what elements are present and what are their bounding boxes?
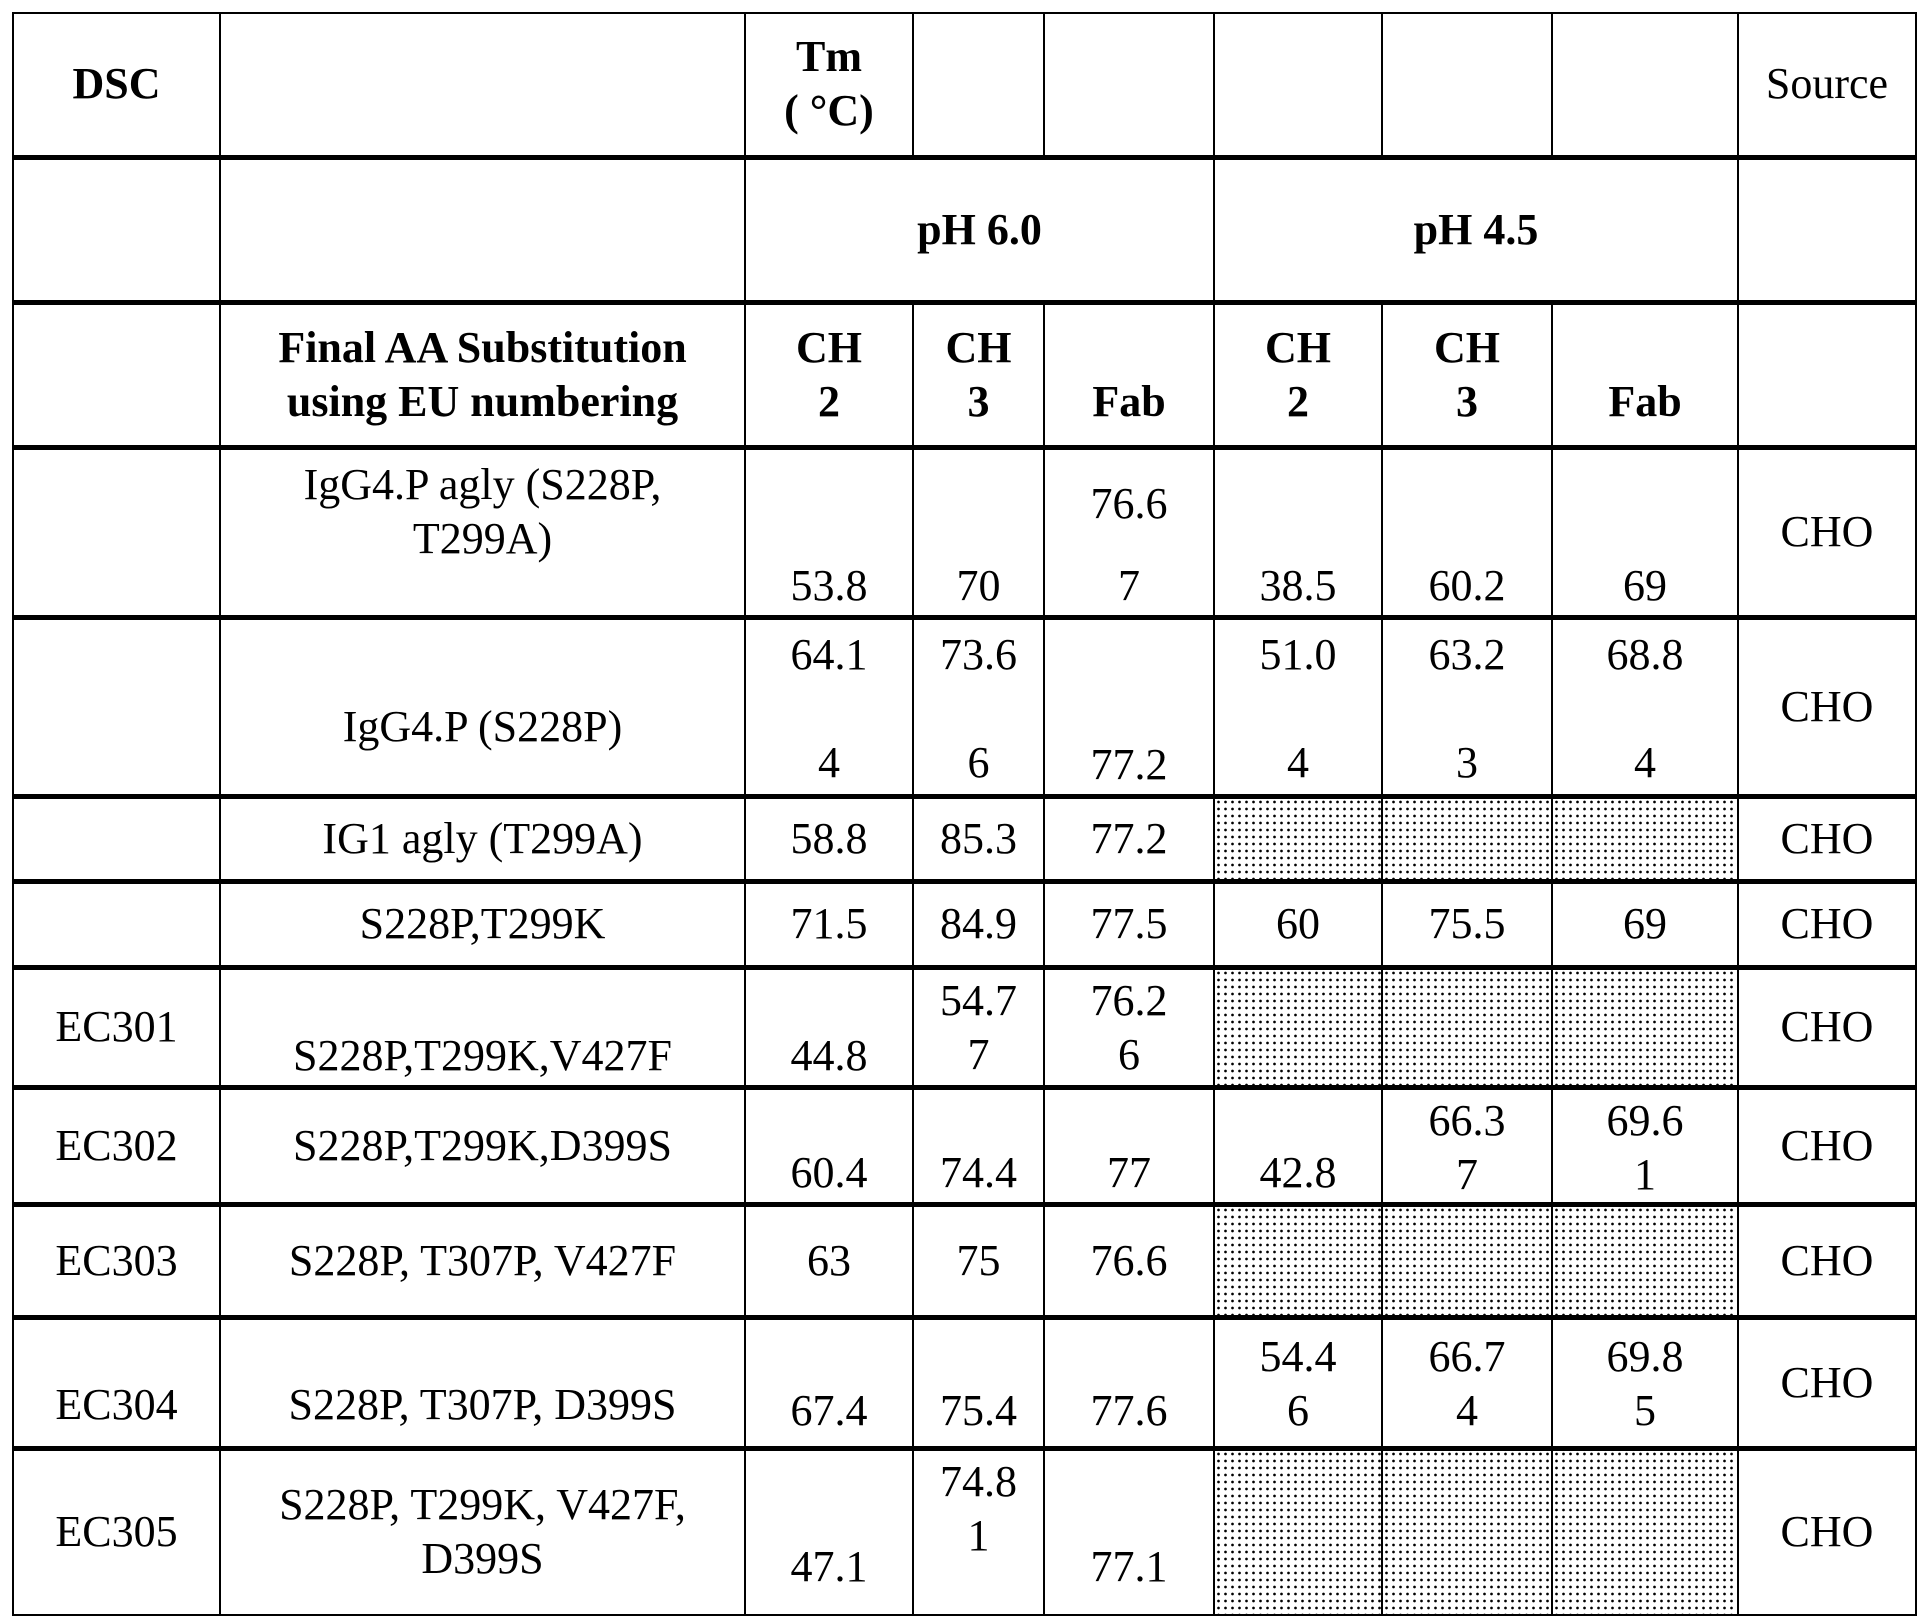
header-empty — [1382, 13, 1552, 157]
shaded-na-cell — [1552, 796, 1738, 881]
table-row — [13, 967, 1916, 1087]
text: 5 — [1634, 1385, 1656, 1435]
text: 76.6 — [1090, 478, 1168, 528]
source-cell: CHO — [1738, 881, 1916, 967]
dsc-cell — [13, 447, 220, 617]
ph45-ch3-cell — [1382, 1087, 1552, 1204]
header-ch2-ph60 — [745, 302, 913, 447]
header-empty — [1552, 13, 1738, 157]
header-source: Source — [1738, 13, 1916, 157]
text: T299A) — [412, 513, 553, 563]
header-empty — [1214, 13, 1382, 157]
label: 3 — [967, 376, 990, 426]
table-row — [13, 447, 1916, 617]
header-ch3-ph60 — [913, 302, 1044, 447]
ph60-fab-cell: 77.6 — [1044, 1317, 1214, 1448]
shaded-na-cell — [1382, 1448, 1552, 1615]
dsc-cell: EC303 — [13, 1204, 220, 1317]
text: D399S — [421, 1534, 544, 1584]
table-row — [13, 1317, 1916, 1448]
text: 6 — [1287, 1385, 1309, 1435]
header-dsc: DSC — [13, 13, 220, 157]
ph60-ch3-cell — [913, 967, 1044, 1087]
header-fab-ph60: Fab — [1044, 302, 1214, 447]
tm-unit: ( °C) — [784, 86, 874, 136]
source-cell: CHO — [1738, 967, 1916, 1087]
ph60-ch3-cell: 74.4 — [913, 1087, 1044, 1204]
ph60-ch3-cell: 70 — [913, 447, 1044, 617]
ph60-ch2-cell: 44.8 — [745, 967, 913, 1087]
text: 1 — [967, 1510, 990, 1560]
text: 4 — [1456, 1385, 1478, 1435]
source-cell: CHO — [1738, 447, 1916, 617]
ph60-ch3-cell: 85.3 — [913, 796, 1044, 881]
ph60-ch2-cell: 47.1 — [745, 1448, 913, 1615]
ph60-ch3-cell — [913, 617, 1044, 796]
text: 6 — [967, 737, 990, 787]
table-row — [13, 1087, 1916, 1204]
header-empty — [220, 157, 745, 302]
ph45-ch2-cell: 42.8 — [1214, 1087, 1382, 1204]
header-empty — [1044, 13, 1214, 157]
label: CH — [945, 322, 1012, 372]
header-empty — [1738, 157, 1916, 302]
ph45-fab-cell — [1552, 617, 1738, 796]
header-ch2-ph45 — [1214, 302, 1382, 447]
tm-label: Tm — [796, 32, 862, 82]
text: 69.6 — [1606, 1095, 1684, 1145]
ph60-ch2-cell: 58.8 — [745, 796, 913, 881]
text: 4 — [1287, 737, 1309, 787]
text: 54.4 — [1259, 1331, 1337, 1381]
shaded-na-cell — [1552, 1204, 1738, 1317]
text: 69.8 — [1606, 1331, 1684, 1381]
substitution-cell: S228P,T299K — [220, 881, 745, 967]
ph60-ch2-cell: 53.8 — [745, 447, 913, 617]
text: 7 — [967, 1029, 990, 1079]
ph45-fab-cell: 69 — [1552, 447, 1738, 617]
label: CH — [1434, 322, 1500, 372]
text: 6 — [1118, 1029, 1140, 1079]
ph60-ch2-cell — [745, 617, 913, 796]
text: 4 — [1634, 737, 1656, 787]
dsc-cell: EC302 — [13, 1087, 220, 1204]
ph60-ch2-cell: 71.5 — [745, 881, 913, 967]
ph60-ch2-cell: 67.4 — [745, 1317, 913, 1448]
ph45-ch2-cell: 38.5 — [1214, 447, 1382, 617]
ph60-ch2-cell: 63 — [745, 1204, 913, 1317]
substitution-cell: IG1 agly (T299A) — [220, 796, 745, 881]
substitution-label-2: using EU numbering — [286, 376, 679, 426]
header-tm — [745, 13, 913, 157]
header-ch3-ph45 — [1382, 302, 1552, 447]
substitution-cell — [220, 1448, 745, 1615]
ph60-fab-cell: 77.2 — [1044, 796, 1214, 881]
shaded-na-cell — [1214, 796, 1382, 881]
label: CH — [1265, 322, 1331, 372]
substitution-label-1: Final AA Substitution — [278, 322, 687, 372]
table-row — [13, 617, 1916, 796]
header-substitution — [220, 302, 745, 447]
label: 3 — [1456, 376, 1478, 426]
shaded-na-cell — [1214, 967, 1382, 1087]
substitution-cell: IgG4.P (S228P) — [220, 617, 745, 796]
table-row — [13, 1448, 1916, 1615]
ph45-ch2-cell — [1214, 1317, 1382, 1448]
header-ph45: pH 4.5 — [1214, 157, 1738, 302]
substitution-cell: S228P,T299K,V427F — [220, 967, 745, 1087]
ph45-ch3-cell: 60.2 — [1382, 447, 1552, 617]
ph60-ch3-cell: 75 — [913, 1204, 1044, 1317]
text: S228P, T299K, V427F, — [279, 1480, 686, 1530]
header-empty — [1738, 302, 1916, 447]
text: 63.2 — [1428, 629, 1506, 679]
text: 7 — [1456, 1149, 1478, 1199]
label: CH — [796, 322, 862, 372]
ph45-ch3-cell — [1382, 1317, 1552, 1448]
ph60-fab-cell: 76.6 — [1044, 1204, 1214, 1317]
ph60-ch2-cell: 60.4 — [745, 1087, 913, 1204]
table-row — [13, 881, 1916, 967]
ph45-ch2-cell — [1214, 617, 1382, 796]
ph60-fab-cell: 77.2 — [1044, 617, 1214, 796]
text: 3 — [1456, 737, 1478, 787]
shaded-na-cell — [1382, 796, 1552, 881]
ph60-ch3-cell: 84.9 — [913, 881, 1044, 967]
header-row-3 — [13, 302, 1916, 447]
header-row-1 — [13, 13, 1916, 157]
text: IgG4.P agly (S228P, — [303, 459, 662, 509]
header-row-2 — [13, 157, 1916, 302]
source-cell: CHO — [1738, 1204, 1916, 1317]
text: 66.3 — [1428, 1095, 1506, 1145]
shaded-na-cell — [1214, 1204, 1382, 1317]
text: 73.6 — [940, 629, 1017, 679]
label: 2 — [818, 376, 840, 426]
shaded-na-cell — [1382, 1204, 1552, 1317]
ph60-fab-cell — [1044, 447, 1214, 617]
dsc-cell — [13, 617, 220, 796]
header-blank — [220, 13, 745, 157]
shaded-na-cell — [1552, 967, 1738, 1087]
text: 51.0 — [1259, 629, 1337, 679]
text: 4 — [818, 737, 840, 787]
header-empty — [913, 13, 1044, 157]
substitution-cell: S228P, T307P, V427F — [220, 1204, 745, 1317]
source-cell: CHO — [1738, 796, 1916, 881]
ph60-ch3-cell: 75.4 — [913, 1317, 1044, 1448]
text: 7 — [1118, 560, 1140, 610]
header-empty — [13, 302, 220, 447]
substitution-cell: S228P,T299K,D399S — [220, 1087, 745, 1204]
dsc-cell: EC304 — [13, 1317, 220, 1448]
ph45-fab-cell — [1552, 1087, 1738, 1204]
dsc-cell: EC301 — [13, 967, 220, 1087]
text: 68.8 — [1606, 629, 1684, 679]
substitution-cell — [220, 447, 745, 617]
ph45-fab-cell: 69 — [1552, 881, 1738, 967]
dsc-cell: EC305 — [13, 1448, 220, 1615]
text: 66.7 — [1428, 1331, 1506, 1381]
shaded-na-cell — [1552, 1448, 1738, 1615]
dsc-cell — [13, 796, 220, 881]
label: 2 — [1287, 376, 1309, 426]
substitution-cell: S228P, T307P, D399S — [220, 1317, 745, 1448]
header-ph60: pH 6.0 — [745, 157, 1214, 302]
dsc-tm-table — [12, 12, 1917, 1616]
ph45-ch2-cell: 60 — [1214, 881, 1382, 967]
text: 76.2 — [1090, 975, 1168, 1025]
ph60-fab-cell: 77 — [1044, 1087, 1214, 1204]
ph45-ch3-cell: 75.5 — [1382, 881, 1552, 967]
table-row — [13, 796, 1916, 881]
ph45-ch3-cell — [1382, 617, 1552, 796]
text: 74.8 — [940, 1456, 1017, 1506]
text: 1 — [1634, 1149, 1656, 1199]
header-empty — [13, 157, 220, 302]
table-row — [13, 1204, 1916, 1317]
source-cell: CHO — [1738, 1317, 1916, 1448]
source-cell: CHO — [1738, 617, 1916, 796]
shaded-na-cell — [1382, 967, 1552, 1087]
ph60-fab-cell — [1044, 967, 1214, 1087]
ph60-ch3-cell — [913, 1448, 1044, 1615]
ph60-fab-cell: 77.5 — [1044, 881, 1214, 967]
source-cell: CHO — [1738, 1448, 1916, 1615]
source-cell: CHO — [1738, 1087, 1916, 1204]
text: 54.7 — [940, 975, 1017, 1025]
ph45-fab-cell — [1552, 1317, 1738, 1448]
text: 64.1 — [790, 629, 868, 679]
ph60-fab-cell: 77.1 — [1044, 1448, 1214, 1615]
header-fab-ph45: Fab — [1552, 302, 1738, 447]
dsc-cell — [13, 881, 220, 967]
shaded-na-cell — [1214, 1448, 1382, 1615]
